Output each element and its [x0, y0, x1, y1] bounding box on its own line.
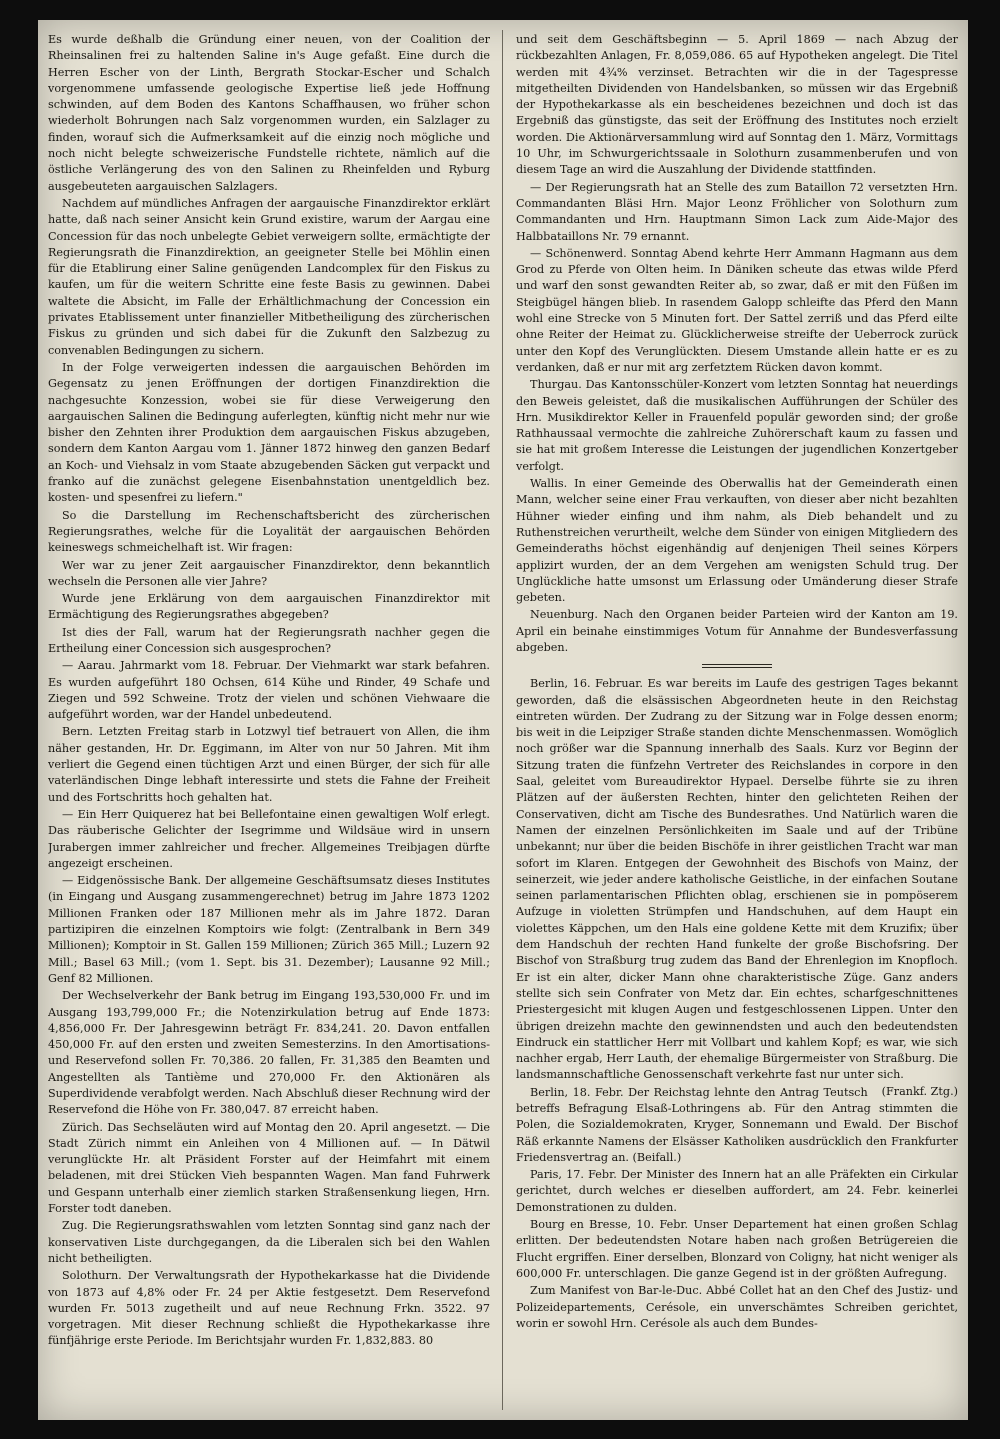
article-bern: Bern. Letzten Freitag starb in Lotzwyl tief betrauert von Allen, die ihm näher gestanden, Hr. Dr. Eggimann, im Alter von nur 50 Jahren. Mit ihm verliert die Gegend einen tüchtigen Arzt und einen Bürger, der sich für alle vaterländischen Dinge lebhaft interessirte und stets die Fahne der Freiheit und des Fortschritts hoch gehalten hat.: [48, 725, 490, 804]
question-3: Ist dies der Fall, warum hat der Regierungsrath nachher gegen die Ertheilung einer Concession sich ausgesprochen?: [48, 625, 490, 655]
right-column: [516, 32, 958, 1408]
article-eidgenoessische-bank: — Eidgenössische Bank. Der allgemeine Geschäftsumsatz dieses Institutes (in Eingang und Ausgang zusammengerechnet) betrug im Jahre 1873 1202 Millionen Franken oder 187 Millionen mehr als im Jahre 1872. Daran partizipiren die einzelnen Komptoirs wie folgt: (Zentralbank in Bern 349 Millionen); Komptoir in St. Gallen 159 Millionen; Zürich 365 Mill.; Luzern 92 Mill.; Basel 63 Mill.; (vom 1. Sept. bis 31. Dezember); Lausanne 92 Mill.; Genf 82 Millionen.: [48, 874, 490, 985]
question-2: Wurde jene Erklärung von dem aargauischen Finanzdirektor mit Ermächtigung des Regierungsrathes abgegeben?: [48, 592, 490, 622]
article-neuenburg: Neuenburg. Nach den Organen beider Parteien wird der Kanton am 19. April ein beinahe einstimmiges Votum für Annahme der Bundesverfassung abgeben.: [516, 608, 958, 654]
left-column: [48, 32, 490, 1408]
article-saline-1: Es wurde deßhalb die Gründung einer neuen, von der Coalition der Rheinsalinen frei zu haltenden Saline in's Auge gefaßt. Eine durch die Herren Escher von der Linth, Bergrath Stockar-Escher und Schalch vorgenommene umfassende geologische Expertise ließ jede Hoffnung schwinden, auf dem Boden des Kantons Schaffhausen, wo früher schon wiederholt Bohrungen nach Salz vorgenommen wurden, ein Salzlager zu finden, worauf sich die Aufmerksamkeit auf die einzig noch mögliche und noch nicht belegte schweizerische Fundstelle richtete, nämlich auf die östliche Verlängerung des von den Salinen zu Rheinfelden und Ryburg ausgebeuteten aargauischen Salzlagers.: [48, 33, 490, 193]
article-bar-le-duc: Zum Manifest von Bar-le-Duc. Abbé Collet hat an den Chef des Justiz- und Polizeidepartements, Cerésole, ein unverschämtes Schreiben gerichtet, worin er sowohl Hrn. Cerésole als auch dem Bundes-: [516, 1284, 958, 1330]
source-credit: (Frankf. Ztg.): [881, 1084, 958, 1098]
section-separator: [702, 664, 772, 668]
article-solothurn-cont: und seit dem Geschäftsbeginn — 5. April 1869 — nach Abzug der rückbezahlten Anlagen, Fr. 8,059,086. 65 auf Hypotheken angelegt. Die Titel werden mit 4¾% verzinset. Betrachten wir die in der Tagespresse mitgetheilten Dividenden von Handelsbanken, so müssen wir das Ergebniß der Hypothekarkasse als ein bescheidenes bezeichnen und doch ist das Ergebniß das günstigste, das seit der Eröffnung des Institutes noch erzielt worden. Die Aktionärversammlung wird auf Sonntag den 1. März, Vormittags 10 Uhr, im Schwurgerichtssaale in Solothurn zusammenberufen und von diesem Tage an wird die Auszahlung der Dividende stattfinden.: [516, 33, 958, 177]
article-saline-4: So die Darstellung im Rechenschaftsbericht des zürcherischen Regierungsrathes, welche für die Loyalität der aargauischen Behörden keineswegs schmeichelhaft ist. Wir fragen:: [48, 508, 490, 555]
article-saline-3: In der Folge verweigerten indessen die aargauischen Behörden im Gegensatz zu jenen Eröffnungen der dortigen Finanzdirektion die nachgesuchte Konzession, wobei sie für diese Verweigerung den aargauischen Salinen die Bedingung auferlegten, künftig nicht mehr nur wie bisher den Zehnten ihrer Produktion dem aargauischen Fiskus abzugeben, sondern dem Kanton Aargau vom 1. Jänner 1872 hinweg den ganzen Bedarf an Koch- und Viehsalz in vom Staate abzugebenden Säcken gut verpackt und franko auf die zunächst gelegene Eisenbahnstation unentgeldlich bez. kosten- und spesenfrei zu liefern.": [48, 360, 490, 505]
article-wechselverkehr: Der Wechselverkehr der Bank betrug im Eingang 193,530,000 Fr. und im Ausgang 193,799,000 Fr.; die Notenzirkulation betrug auf Ende 1873: 4,856,000 Fr. Der Jahresgewinn beträgt Fr. 834,241. 20. Davon entfallen 450,000 Fr. auf den ersten und zweiten Semesterzins. In den Amortisations- und Reservefond sollen Fr. 70,386. 20 fallen, Fr. 31,385 den Beamten und Angestellten als Tantième und 270,000 Fr. den Aktionären als Superdividende verabfolgt werden. Nach Abschluß dieser Rechnung wird der Reservefond die Höhe von Fr. 380,047. 87 erreicht haben.: [48, 989, 490, 1117]
column-rule: [502, 30, 503, 1410]
newspaper-page: [38, 20, 968, 1420]
article-solothurn: Solothurn. Der Verwaltungsrath der Hypothekarkasse hat die Dividende von 1873 auf 4,8% oder Fr. 24 per Aktie festgesetzt. Dem Reservefond wurden Fr. 5013 zugetheilt und auf neue Rechnung Frkn. 3522. 97 vorgetragen. Mit dieser Rechnung schließt die Hypothekarkasse ihre fünfjährige erste Periode. Im Berichtsjahr wurden Fr. 1,832,883. 80: [48, 1269, 490, 1348]
article-wallis: Wallis. In einer Gemeinde des Oberwallis hat der Gemeinderath einen Mann, welcher seine einer Frau verkauften, von dieser aber nicht bezahlten Hühner wieder einfing und ihm nahm, als Dieb behandelt und zu Ruthenstreichen verurtheilt, welche dem Sünder von einigen Mitgliedern des Gemeinderaths höchst eigenhändig auf denjenigen Theil seines Körpers applizirt wurden, der an dem Vergehen am wenigsten Schuld trug. Der Unglückliche hatte umsonst um Erlassung oder Umänderung dieser Strafe gebeten.: [516, 477, 958, 605]
article-berlin-16-text: Berlin, 16. Februar. Es war bereits im Laufe des gestrigen Tages bekannt geworden, daß die elsässischen Abgeordneten heute in den Reichstag eintreten würden. Der Zudrang zu der Sitzung war in Folge dessen enorm; bis weit in die Leipziger Straße standen dichte Menschenmassen. Womöglich noch größer war die Spannung innerhalb des Saals. Kurz vor Beginn der Sitzung traten die fünfzehn Vertreter des Reichslandes in corpore in den Saal, geleitet vom Bureaudirektor Hypael. Derselbe führte sie zu ihren Plätzen auf der äußersten Rechten, hinter den gelichteten Reihen der Conservativen, dicht am Tische des Bundesrathes. Und Natürlich waren die Namen der einzelnen Persönlichkeiten im Saale und auf der Tribüne unbekannt; nur über die beiden Bischöfe in ihrer geistlichen Tracht war man sofort im Klaren. Entgegen der Gewohnheit des Bischofs von Mainz, der seinerzeit, wie jeder andere katholische Geistliche, in der einfachen Soutane seinen parlamentarischen Pflichten oblag, erschienen sie in pompöserem Aufzuge in violetten Strümpfen und Handschuhen, auf dem Haupt ein violettes Käppchen, um den Hals eine goldene Kette mit dem Kruzifix; über dem Handschuh der rechten Hand funkelte der große Bischofsring. Der Bischof von Straßburg trug zudem das Band der Ehrenlegion im Knopfloch. Er ist ein alter, dicker Mann ohne charakteristische Züge. Ganz anders stellte sich sein Confrater von Metz dar. Ein echtes, scharfgeschnittenes Priestergesicht mit klugen Augen und festgeschlossenen Lippen. Unter den übrigen dreizehn machte den gewinnendsten und auch den bedeutendsten Eindruck ein stattlicher Herr mit Vollbart und kahlem Kopf; es war, wie sich nachher ergab, Herr Lauth, der ehemalige Bürgermeister von Straßburg. Die landsmannschaftliche Genossenschaft verkehrte fast nur unter sich.: [516, 677, 958, 1082]
article-bern-wolf: — Ein Herr Quiquerez hat bei Bellefontaine einen gewaltigen Wolf erlegt. Das räuberische Gelichter der Isegrimme und Wildsäue wird in unsern Jurabergen immer zahlreicher und frecher. Allgemeines Treibjagen dürfte angezeigt erscheinen.: [48, 807, 490, 870]
article-aarau: — Aarau. Jahrmarkt vom 18. Februar. Der Viehmarkt war stark befahren. Es wurden aufgeführt 180 Ochsen, 614 Kühe und Rinder, 49 Schafe und Ziegen und 592 Schweine. Trotz der vielen und schönen Viehwaare die aufgeführt worden, war der Handel unbedeutend.: [48, 659, 490, 722]
article-bourg-en-bresse: Bourg en Bresse, 10. Febr. Unser Departement hat einen großen Schlag erlitten. Der bedeutendsten Notare haben nach großen Betrügereien die Flucht ergriffen. Einer derselben, Blonzard von Coligny, hat nicht weniger als 600,000 Fr. unterschlagen. Die ganze Gegend ist in der größten Aufregung.: [516, 1218, 958, 1280]
article-schoenenwerd: — Schönenwerd. Sonntag Abend kehrte Herr Ammann Hagmann aus dem Grod zu Pferde von Olten heim. In Däniken scheute das etwas wilde Pferd und warf den sonst gewandten Reiter ab, so zwar, daß er mit den Füßen im Steigbügel hängen blieb. In rasendem Galopp schleifte das Pferd den Mann wohl eine Strecke von 5 Minuten fort. Der Sattel zerriß und das Pferd eilte ohne Reiter der Heimat zu. Glücklicherweise streifte der Ueberrock zurück unter den Kopf des Verunglückten. Diesem Umstande allein hatte er es zu verdanken, daß er nur mit arg zerfetztem Rücken davon kommt.: [516, 246, 958, 374]
article-berlin-18: Berlin, 18. Febr. Der Reichstag lehnte den Antrag Teutsch betreffs Befragung Elsaß-Lothringens ab. Für den Antrag stimmten die Polen, die Sozialdemokraten, Kryger, Sonnemann und Ewald. Der Bischof Räß erkannte Namens der Elsässer Katholiken ausdrücklich den Frankfurter Friedensvertrag an. (Beifall.): [516, 1085, 958, 1164]
article-saline-2: Nachdem auf mündliches Anfragen der aargauische Finanzdirektor erklärt hatte, daß nach seiner Ansicht kein Grund existire, warum der Aargau eine Concession für das noch unbelegte Gebiet verweigern sollte, ermächtigte der Regierungsrath die Finanzdirektion, an geeigneter Stelle bei Möhlin einen für die Etablirung einer Saline genügenden Landcomplex für den Fiskus zu kaufen, um für die weitern Schritte eine feste Basis zu gewinnen. Dabei waltete die Absicht, im Falle der Erhältlichmachung der Concession ein privates Etablissement unter finanzieller Mitbetheiligung des zürcherischen Fiskus zu gründen und sich dabei für die Zukunft den Salzbezug zu convenablen Bedingungen zu sichern.: [48, 196, 490, 357]
article-berlin-16: [516, 676, 958, 1098]
article-thurgau: Thurgau. Das Kantonsschüler-Konzert vom letzten Sonntag hat neuerdings den Beweis geleistet, daß die musikalischen Aufführungen der Schüler des Hrn. Musikdirektor Keller in Frauenfeld populär geworden sind; der große Rathhaussaal vermochte die zahlreiche Zuhörerschaft kaum zu fassen und sie hat mit großem Interesse die Leistungen der jugendlichen Konzertgeber verfolgt.: [516, 378, 958, 473]
article-regierungsrath: — Der Regierungsrath hat an Stelle des zum Bataillon 72 versetzten Hrn. Commandanten Bläsi Hrn. Major Leonz Fröhlicher von Solothurn zum Commandanten und Hrn. Hauptmann Simon Lack zum Aide-Major des Halbbataillons Nr. 79 ernannt.: [516, 180, 958, 243]
article-zuerich: Zürich. Das Sechseläuten wird auf Montag den 20. April angesetzt. — Die Stadt Zürich nimmt ein Anleihen von 4 Millionen auf. — In Dätwil verunglückte Hr. alt Präsident Forster auf der Heimfahrt mit einem beladenen, mit drei Stücken Vieh bespannten Wagen. Man fand Fuhrwerk und Gespann unterhalb einer ziemlich starken Straßensenkung liegen, Hrn. Forster todt daneben.: [48, 1120, 490, 1216]
question-1: Wer war zu jener Zeit aargauischer Finanzdirektor, denn bekanntlich wechseln die Personen alle vier Jahre?: [48, 558, 490, 588]
article-zug: Zug. Die Regierungsrathswahlen vom letzten Sonntag sind ganz nach der konservativen Liste durchgegangen, da die Liberalen sich bei den Wahlen nicht betheiligten.: [48, 1219, 490, 1265]
article-paris: Paris, 17. Febr. Der Minister des Innern hat an alle Präfekten ein Cirkular gerichtet, durch welches er dieselben auffordert, am 24. Febr. keinerlei Demonstrationen zu dulden.: [516, 1168, 958, 1214]
